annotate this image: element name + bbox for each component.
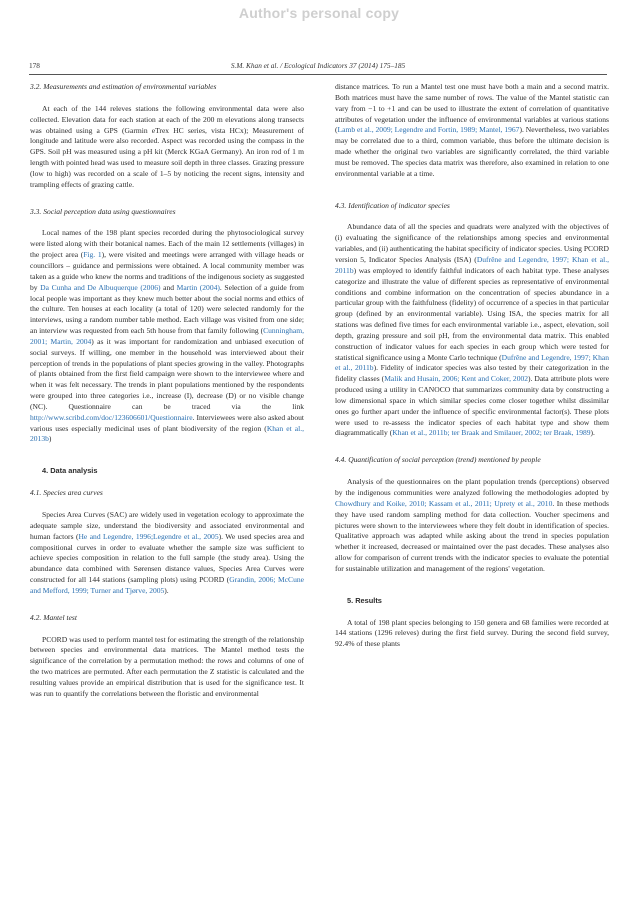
ref-link-grandin[interactable]: Grandin, 2006; McCune and Mefford, 1999; Turner and Tjørve, 2005 — [30, 575, 304, 595]
ref-link-khan2013b[interactable]: Khan et al., 2013b — [30, 423, 304, 444]
ref-link-dufrene-1[interactable]: Dufrêne and Legendre, 1997; Khan et al., 2011b — [335, 254, 609, 275]
section-5-heading: 5. Results — [347, 595, 382, 605]
section-4-3-heading: 4.3. Identification of indicator species — [335, 200, 450, 210]
ref-link-khan2011b[interactable]: Khan et al., 2011b; ter Braak and Smilauer, 2002; ter Braak, 1989 — [392, 428, 591, 438]
ref-link-fig1[interactable]: Fig. 1 — [83, 250, 102, 260]
header-rule — [29, 74, 607, 75]
ref-link-malik[interactable]: Malik and Husain, 2006; Kent and Coker, 2002 — [384, 374, 529, 384]
ref-link-he-legendre[interactable]: He and Legendre, 1996;Legendre et al., 2005 — [78, 531, 219, 541]
section-3-3-heading: 3.3. Social perception data using questionnaires — [30, 206, 176, 216]
ref-link-dufrene-2[interactable]: Dufrêne and Legendre, 1997; Khan et al., 2011b — [335, 352, 609, 373]
section-5-paragraph: A total of 198 plant species belonging to 150 genera and 68 families were recorded at 144 stations (1296 releves) during the first field survey. During the second field survey, 92.4% of these plants — [335, 617, 609, 649]
watermark: Author's personal copy — [238, 5, 400, 21]
questionnaire-url-link[interactable]: http://www.scribd.com/doc/123606601/Questionnaire — [30, 412, 193, 422]
section-3-3-paragraph: Local names of the 198 plant species recorded during the phytosociological survey were listed along with their botanical names. Each of the main 12 settlements (villages) in the project area (Fig. 1), were visited and meetings were arranged with village heads or councillors – guidance and permissions were obtained. A local community member was taken as a guide who knew the norms and traditions of the indigenous society as suggested by Da Cunha and De Albuquerque (2006) and Martin (2004). Selection of a guide from local people was important as they knew much better about the social norms and ethics of the culture. Ten houses at each locality (a total of 120) were selected randomly for the interviews, using a random number table method. Each village was visited from one side; an interview was requested from each 5th house from that family following (Cunningham, 2001; Martin, 2004) as it was important for randomization and unbiased execution of social surveys. If willing, one member in the household was interviewed about their perception of trends in the populations of plant species growing in the valley. Photographs of plants obtained from the first field campaign were shown to the interviewee where and when it was felt necessary. The trends in plant populations mentioned by the respondents were grouped into three categories i.e., increase (I), decrease (D) or no visible change (NC). Questionnaire can be traced via the link http://www.scribd.com/doc/123606601/Questionnaire. Interviewees were also asked about various uses especially medicinal uses of plant biodiversity of the region (Khan et al., 2013b) — [30, 228, 304, 444]
journal-citation: S.M. Khan et al. / Ecological Indicators 37 (2014) 175–185 — [230, 61, 406, 70]
section-3-2-paragraph: At each of the 144 releves stations the following environmental data were also collected. Elevation data for each station at each of the 200 m elevations along transects was obtained using a GPS (Garmin eTrex HC series, vista HCx); Measurement of longitude and latitude were also recorded. Aspect was recorded using the compass in the GPS. Soil pH was measured using a pH kit (Merck KGaA Germany). An iron rod of 1 m length with pointed head was used to measure soil depth in three classes. Grazing pressure (low to high) was recorded on a scale of 1–5 by noticing the recent signs, intensity and trampling effects of grazing cattle. — [30, 103, 304, 189]
ref-link-dacunha[interactable]: Da Cunha and De Albuquerque (2006) — [40, 282, 161, 292]
left-column — [30, 82, 304, 700]
ref-link-martin[interactable]: Martin (2004) — [176, 282, 220, 292]
section-3-2-heading: 3.2. Measurements and estimation of environmental variables — [30, 82, 217, 91]
mantel-continued-paragraph: distance matrices. To run a Mantel test one must have both a main and a second matrix. Both matrices must have the same number of rows. The value of the Mantel statistic can vary from −1 to +1 and can be used to illustrate the extent of correlation of quantitative attributes of vegetation under the influence of environmental variables at various stations (Lamb et al., 2009; Legendre and Fortin, 1989; Mantel, 1967). Nevertheless, two variables may be correlated due to a third, common variable, thus before the ultimate decision is made whether the original two variables are significantly correlated, the third variable must be removed. The species data matrix was therefore, also examined in relation to one environmental variable at a time. — [335, 82, 610, 178]
ref-link-chowdhury[interactable]: Chowdhury and Koike, 2010; Kassam et al., 2011; Uprety et al., 2010 — [335, 498, 553, 508]
section-4-1-paragraph: Species Area Curves (SAC) are widely used in vegetation ecology to approximate the adequate sample size, understand the biodiversity and associated environmental and human factors (He and Legendre, 1996;Legendre et al., 2005). We used species area and compositional curves in order to evaluate whether the sample size was sufficient to achieve species composition in relation to the full sample (the study area). Using the abundance data combined with Sørensen distance values, Species Area Curves were constructed for all 144 stations (sampling plots) using PCORD (Grandin, 2006; McCune and Mefford, 1999; Turner and Tjørve, 2005). — [30, 510, 305, 595]
section-4-heading: 4. Data analysis — [42, 466, 98, 476]
ref-link-cunningham[interactable]: Cunningham, 2001; Martin, 2004 — [30, 326, 304, 346]
page-number: 178 — [29, 61, 40, 70]
section-4-2-heading: 4.2. Mantel test — [30, 612, 77, 622]
section-4-4-heading: 4.4. Quantification of social perception (trend) mentioned by people — [335, 455, 541, 465]
section-4-4-paragraph: Analysis of the questionnaires on the plant population trends (perceptions) observed by the indigenous communities were analyzed following the methodologies adopted by Chowdhury and Koike, 2010; Kassam et al., 2011; Uprety et al., 2010. In these methods they have used random sampling method for data collection. Voucher specimens and pictures were shown to the interviewees where they felt doubt in identification of species. Qualitative approach was adapted while asking about the trend in species population whether it increased, decreased or maintained over the past decades. These analyses also allow for comparison of current trends with the indicator species to evaluate the potential for sustainable utilization and management of the regions' vegetation. — [335, 477, 609, 573]
right-column — [335, 82, 609, 650]
running-head — [29, 61, 607, 73]
ref-link-lamb[interactable]: Lamb et al., 2009; Legendre and Fortin, 1989; Mantel, 1967 — [337, 125, 520, 135]
section-4-2-paragraph: PCORD was used to perform mantel test for estimating the strength of the relationship between species and environmental data matrices. The Mantel method tests the significance of the correlation by a permutation method: the rows and columns of one of the two matrices are permuted. After each permutation the Z statistic is calculated and the resulting values provide an empirical distribution that is used for the significance test. It was run to quantify the correlations between the floristic and environmental — [30, 634, 304, 698]
section-4-1-heading: 4.1. Species area curves — [30, 488, 103, 498]
section-4-3-paragraph: Abundance data of all the species and quadrats were analyzed with the objectives of (i) evaluating the significance of the relationships among species and environmental variables, and (ii) authenticating the habitat specificity of indicator species. Using PCORD version 5, Indicator Species Analysis (ISA) (Dufrêne and Legendre, 1997; Khan et al., 2011b) was employed to identify faithful indicators of each habitat type. These analyses categorize and illustrate the value of different species as representative of environmental conditions and combine information on the concentration of species abundance in a particular group with the faithfulness (fidelity) of occurrence of a species in that particular group (defined by an environmental variable). Using ISA, the species matrix for all stations was defined five times for each environmental variable i.e., aspect, elevation, soil depth, grazing pressure and soil pH, from the environmental data matrix. This enabled construction of indicator values for each species in each group which were tested for statistical significance using a Monte Carlo technique (Dufrêne and Legendre, 1997; Khan et al., 2011b). Fidelity of indicator species was also tested by their categorization in the fidelity classes (Malik and Husain, 2006; Kent and Coker, 2002). Data attribute plots were produced using a utility in CANOCO that summarizes community data by constructing a low dimensional space in which similar species come closer together whilst dissimilar ones go further apart under the influence of specific environmental factor(s). These plots were used to re-assess the indicator species of each habitat type and show them diagrammatically (Khan et al., 2011b; ter Braak and Smilauer, 2002; ter Braak, 1989). — [335, 222, 609, 438]
